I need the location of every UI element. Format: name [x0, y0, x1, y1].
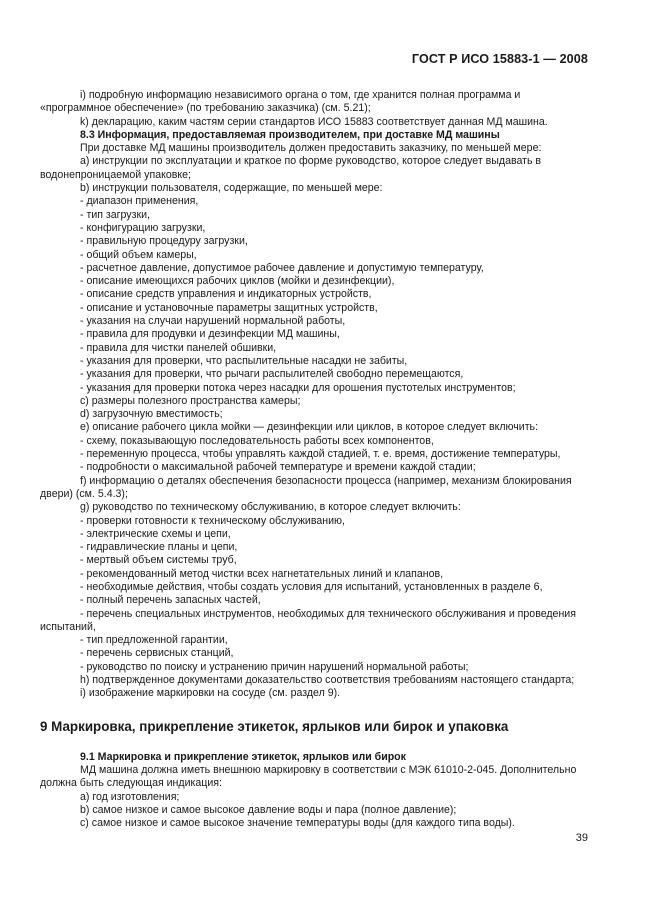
list-item: - перечень специальных инструментов, необходимых для технического обслуживания и проведения испытаний,: [40, 607, 576, 633]
subsection-heading-8-3: 8.3 Информация, предоставляемая производителем, при доставке МД машины: [80, 128, 500, 141]
list-item: - руководство по поиску и устранению причин нарушений нормальной работы;: [80, 660, 469, 673]
text-line: f) информацию о деталях обеспечения безопасности процесса (например, механизм блокирования двери) (см. 5.4.3);: [40, 474, 572, 500]
list-item: - перечень сервисных станций,: [80, 647, 234, 660]
list-item: - правила для чистки панелей обшивки,: [80, 341, 277, 354]
list-item: - мертвый объем системы труб,: [80, 554, 237, 567]
list-item: - тип предложенной гарантии,: [80, 634, 228, 647]
page-body: [40, 89, 590, 830]
text-line: g) руководство по техническому обслуживанию, в которое следует включить:: [80, 501, 461, 514]
list-item: - описание имеющихся рабочих циклов (мойки и дезинфекции),: [80, 275, 395, 288]
section-heading-9: 9 Маркировка, прикрепление этикеток, ярлыков или бирок и упаковка: [40, 718, 509, 734]
list-item: - описание и установочные параметры защитных устройств,: [80, 301, 378, 314]
list-item: - указания для проверки, что распылительные насадки не забиты,: [80, 354, 408, 367]
text-line: k) декларацию, каким частям серии стандартов ИСО 15883 соответствует данная МД машина.: [80, 115, 548, 128]
text-line: е) описание рабочего цикла мойки — дезинфекции или циклов, в которое следует включить:: [80, 421, 539, 434]
list-item: - описание средств управления и индикаторных устройств,: [80, 288, 372, 301]
list-item: - правила для продувки и дезинфекции МД машины,: [80, 328, 340, 341]
text-line: d) загрузочную вместимость;: [80, 408, 223, 421]
list-item: - рекомендованный метод чистки всех нагнетательных линий и клапанов,: [80, 567, 444, 580]
text-line: При доставке МД машины производитель должен предоставить заказчику, по меньшей мере:: [80, 142, 542, 155]
list-item: - схему, показывающую последовательность работы всех компонентов,: [80, 434, 434, 447]
text-line: b) самое низкое и самое высокое давление воды и пара (полное давление);: [80, 803, 457, 816]
page-number: 39: [575, 832, 588, 844]
list-item: - общий объем камеры,: [80, 248, 197, 261]
text-line: i) изображение маркировки на сосуде (см. раздел 9).: [80, 687, 341, 700]
list-item: - правильную процедуру загрузки,: [80, 235, 248, 248]
list-item: - электрические схемы и цепи,: [80, 527, 231, 540]
text-line: b) инструкции пользователя, содержащие, по меньшей мере:: [80, 182, 383, 195]
list-item: - диапазон применения,: [80, 195, 199, 208]
list-item: - переменную процесса, чтобы управлять каждой стадией, т. е. время, достижение температуры,: [80, 448, 561, 461]
list-item: - указания на случаи нарушений нормальной работы,: [80, 315, 346, 328]
list-item: - полный перечень запасных частей,: [80, 594, 261, 607]
text-line: а) инструкции по эксплуатации и краткое по форме руководство, которое следует выдавать в водонепроницаемой упаковке;: [40, 155, 542, 181]
subsection-heading-9-1: 9.1 Маркировка и прикрепление этикеток, ярлыков или бирок: [80, 750, 406, 763]
list-item: - конфигурацию загрузки,: [80, 221, 206, 234]
list-item: - проверки готовности к техническому обслуживанию,: [80, 514, 345, 527]
text-line: с) самое низкое и самое высокое значение температуры воды (для каждого типа воды).: [80, 817, 515, 830]
list-item: - указания для проверки, что рычаги распылителей свободно перемещаются,: [80, 368, 464, 381]
list-item: - гидравлические планы и цепи,: [80, 541, 238, 554]
text-line: h) подтвержденное документами доказательство соответствия требованиям настоящего стандарта;: [80, 674, 575, 687]
text-line: i) подробную информацию независимого органа о том, где хранится полная программа и «программное обеспечение» (по требованию заказчика) (см. 5.21);: [40, 89, 521, 115]
list-item: - указания для проверки потока через насадки для орошения пустотелых инструментов;: [80, 381, 516, 394]
text-line: с) размеры полезного пространства камеры;: [80, 394, 301, 407]
list-item: - тип загрузки,: [80, 208, 150, 221]
text-line: МД машина должна иметь внешнюю маркировку в соответствии с МЭК 61010-2-045. Дополнительно должна быть следующая индикация:: [40, 763, 577, 790]
list-item: - необходимые действия, чтобы создать условия для испытаний, установленных в разделе 6,: [80, 580, 543, 593]
text-line: а) год изготовления;: [80, 790, 180, 803]
document-header: ГОСТ Р ИСО 15883-1 — 2008: [411, 52, 588, 66]
list-item: - расчетное давление, допустимое рабочее давление и допустимую температуру,: [80, 261, 484, 274]
list-item: - подробности о максимальной рабочей температуре и времени каждой стадии;: [80, 461, 476, 474]
